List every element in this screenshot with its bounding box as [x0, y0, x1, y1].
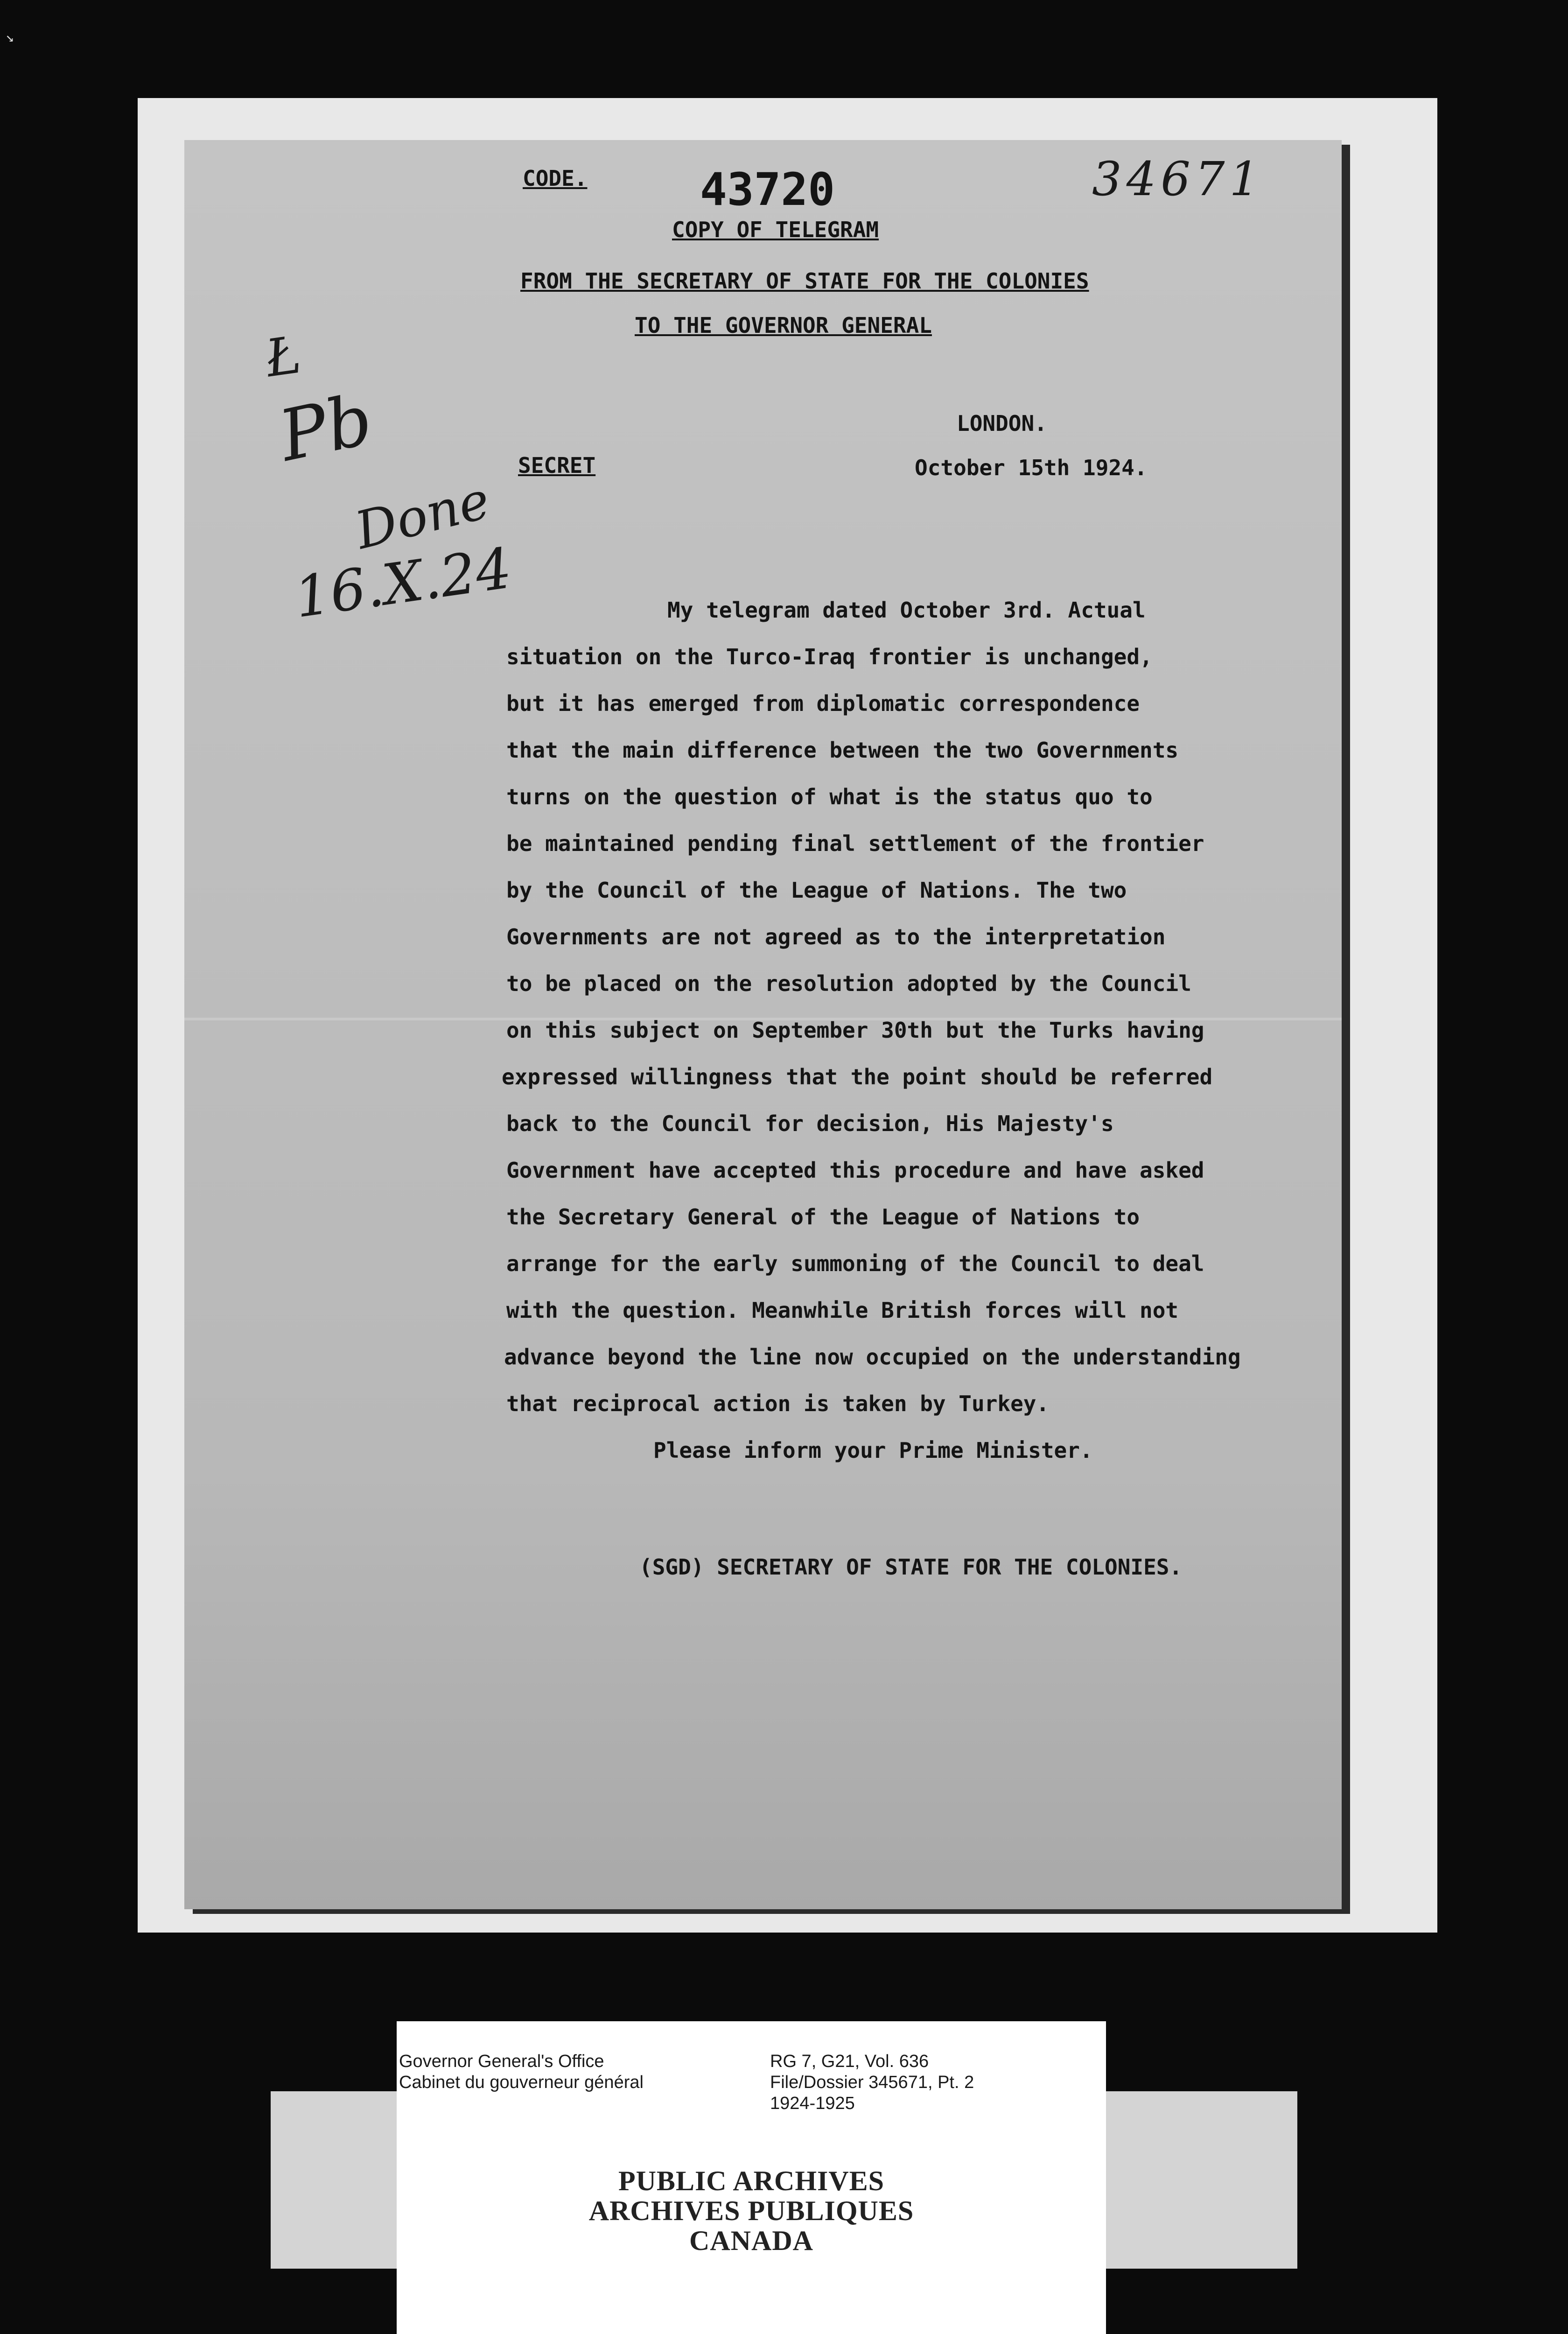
body-line: that the main difference between the two Governments [506, 738, 1179, 763]
body-line: arrange for the early summoning of the Council to deal [506, 1251, 1204, 1276]
label-reference: RG 7, G21, Vol. 636 [770, 2052, 929, 2071]
body-line: that reciprocal action is taken by Turkey. [506, 1391, 1050, 1416]
handwritten-file-number: 34671 [1092, 152, 1264, 206]
title-from-line: FROM THE SECRETARY OF STATE FOR THE COLONIES [520, 268, 1089, 294]
code-label: CODE. [523, 166, 588, 191]
body-line: back to the Council for decision, His Majesty's [506, 1111, 1114, 1136]
label-years: 1924-1925 [770, 2094, 855, 2113]
title-copy-of-telegram: COPY OF TELEGRAM [672, 217, 879, 242]
body-line: on this subject on September 30th but the Turks having [506, 1018, 1204, 1043]
label-office-en: Governor General's Office [399, 2052, 604, 2071]
label-file: File/Dossier 345671, Pt. 2 [770, 2073, 974, 2092]
body-line: to be placed on the resolution adopted by the Council [506, 971, 1191, 996]
body-line: expressed willingness that the point should be referred [502, 1064, 1213, 1090]
classification-secret: SECRET [518, 453, 596, 478]
body-line: advance beyond the line now occupied on the understanding [504, 1344, 1241, 1370]
signature-line: (SGD) SECRETARY OF STATE FOR THE COLONIES. [639, 1554, 1183, 1580]
reference-number: 43720 [700, 163, 835, 216]
body-line: Governments are not agreed as to the interpretation [506, 924, 1166, 949]
body-line: My telegram dated October 3rd. Actual [667, 598, 1146, 623]
body-line: with the question. Meanwhile British forces will not [506, 1298, 1179, 1323]
stamp-line-fr: ARCHIVES PUBLIQUES [588, 2195, 914, 2226]
body-line: Please inform your Prime Minister. [653, 1438, 1093, 1463]
public-archives-stamp [397, 2166, 1106, 2256]
stamp-line-en: PUBLIC ARCHIVES [618, 2165, 885, 2196]
body-line: the Secretary General of the League of Nations to [506, 1204, 1140, 1230]
body-line: situation on the Turco-Iraq frontier is unchanged, [506, 644, 1153, 669]
telegram-date: October 15th 1924. [915, 455, 1148, 480]
body-line: be maintained pending final settlement of the frontier [506, 831, 1204, 856]
handwritten-done: Done [349, 470, 496, 561]
handwritten-date: 16.X.24 [290, 536, 516, 631]
corner-mark: ↘ [6, 29, 14, 45]
body-line: by the Council of the League of Nations. The two [506, 878, 1127, 903]
body-line: but it has emerged from diplomatic correspondence [506, 691, 1140, 716]
place-london: LONDON. [957, 411, 1047, 436]
handwritten-mark: Ł [262, 324, 305, 389]
body-line: Government have accepted this procedure and have asked [506, 1158, 1204, 1183]
handwritten-initials: Pb [273, 379, 379, 478]
body-line: turns on the question of what is the status quo to [506, 784, 1153, 809]
title-to-line: TO THE GOVERNOR GENERAL [635, 313, 932, 338]
label-office-fr: Cabinet du gouverneur général [399, 2073, 644, 2092]
stamp-line-country: CANADA [689, 2225, 813, 2256]
